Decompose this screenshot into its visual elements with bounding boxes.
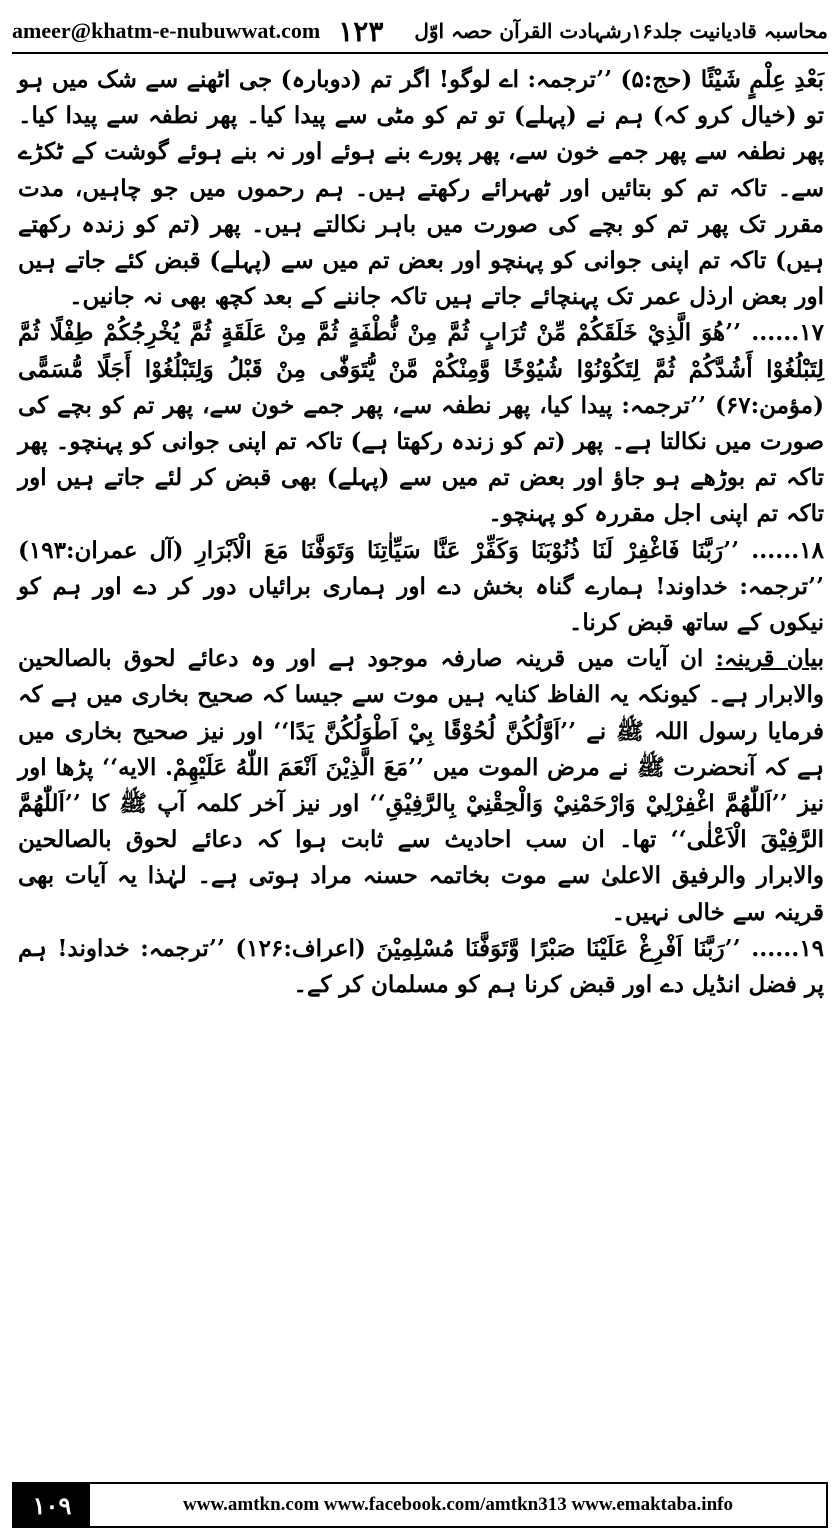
page-body bbox=[18, 62, 824, 1472]
verse-18-number: ۱۸...... bbox=[751, 536, 824, 564]
header-book-title: محاسبہ قادیانیت جلد۱۶رشہادت القرآن حصہ اوّل bbox=[414, 19, 828, 43]
verse-17 bbox=[18, 315, 824, 532]
paragraph-hajj bbox=[18, 62, 824, 315]
header-email: ameer@khatm-e-nubuwwat.com bbox=[12, 18, 321, 43]
footer-links: www.amtkn.com www.facebook.com/amtkn313 www.emaktaba.info bbox=[183, 1494, 733, 1515]
verse-18-text: ’’رَبَّنَا فَاغْفِرْ لَنَا ذُنُوْبَنَا وَكَفِّرْ عَنَّا سَيِّاٰتِنَا وَتَوَفَّنَا مَعَ الْاَبْرَارِ (آل عمران:۱۹۳) ’’ترجمہ: خداوند! ہمارے گناہ بخش دے اور ہماری برائیاں دور کر دے اور ہم کو نیکوں کے ساتھ قبض کرنا۔ bbox=[18, 536, 825, 637]
verse-18 bbox=[18, 533, 824, 642]
page-footer bbox=[12, 1482, 828, 1528]
verse-17-number: ۱۷...... bbox=[751, 319, 824, 347]
page-header bbox=[12, 14, 828, 48]
header-rule bbox=[12, 52, 828, 54]
verse-19 bbox=[18, 931, 824, 1003]
verse-17-text: ’’هُوَ الَّذِيْ خَلَقَكُمْ مِّنْ تُرَابٍ ثُمَّ مِنْ نُّطْفَةٍ ثُمَّ مِنْ عَلَقَةٍ ثُمَّ يُخْرِجُكُمْ طِفْلًا ثُمَّ لِتَبْلُغُوْا أَشُدَّكُمْ ثُمَّ لِتَكُوْنُوْا شُيُوْخًا وَّمِنْكُمْ مَّنْ يُّتَوَفّٰى مِنْ قَبْلُ وَلِتَبْلُغُوْا أَجَلًا مُّسَمًّى (مؤمن:۶۷) ’’ترجمہ: پیدا کیا، پھر نطفہ سے، پھر جمے خون سے، پھر تم کو بچے کی صورت میں نکالتا ہے۔ پھر (تم کو زندہ رکھتا ہے) تاکہ تم اپنی جوانی کو پہنچو۔ پھر تاکہ تم بوڑھے ہو جاؤ اور بعض تم میں سے (پہلے) بھی قبض کر لئے جاتے ہیں اور تاکہ تم اپنی اجل مقررہ کو پہنچو۔ bbox=[18, 319, 824, 528]
header-page-number: ۱۲۳ bbox=[338, 14, 384, 48]
paragraph-hajj-text: بَعْدِ عِلْمٍ شَيْئًا (حج:۵) ’’ترجمہ: اے لوگو! اگر تم (دوبارہ) جی اٹھنے سے شک میں ہو تو (خیال کرو کہ) ہم نے (پہلے) تو تم کو مٹی سے پیدا کیا۔ پھر نطفہ سے پیدا کیا۔ پھر نطفہ سے پھر جمے خون سے، پھر پورے بنے ہوئے اور نہ بنے ہوئے گوشت کے ٹکڑے سے۔ تاکہ تم کو بتائیں اور ٹھہرائے رکھتے ہیں۔ ہم رحموں میں جو چاہیں، مدت مقرر تک پھر تم کو بچے کی صورت میں باہر نکالتے ہیں۔ پھر (تم کو زندہ رکھتے ہیں) تاکہ تم اپنی جوانی کو پہنچو اور بعض تم میں سے (پہلے) قبض کئے جاتے ہیں اور بعض ارذل عمر تک پہنچائے جاتے ہیں تاکہ جاننے کے بعد کچھ بھی نہ جانیں۔ bbox=[18, 66, 824, 311]
bayan-label: بیان قرینہ: bbox=[715, 645, 824, 673]
footer-page-number: ۱۰۹ bbox=[14, 1484, 90, 1526]
header-left bbox=[12, 15, 383, 48]
bayan-qarina bbox=[18, 641, 824, 931]
verse-19-number: ۱۹...... bbox=[751, 934, 824, 962]
bayan-text: ان آیات میں قرینہ صارفہ موجود ہے اور وہ دعائے لحوق بالصالحین والابرار ہے۔ کیونکہ یہ الفاظ کنایہ ہیں موت سے جیسا کہ صحیح بخاری میں ہے کہ فرمایا رسول اللہ ﷺ نے ’’اَوَّلُكُنَّ لُحُوْقًا بِيْ اَطْوَلُكُنَّ يَدًا‘‘ اور نیز صحیح بخاری میں ہے کہ آنحضرت ﷺ نے مرض الموت میں ’’مَعَ الَّذِيْنَ اَنْعَمَ اللّٰهُ عَلَيْهِمْ. الايه‘‘ پڑھا اور نیز ’’اَللّٰهُمَّ اغْفِرْلِيْ وَارْحَمْنِيْ وَالْحِقْنِيْ بِالرَّفِيْقِ‘‘ اور نیز آخر کلمہ آپ ﷺ کا ’’اَللّٰهُمَّ الرَّفِيْقَ الْاَعْلٰى‘‘ تھا۔ ان سب احادیث سے ثابت ہوا کہ دعائے لحوق بالصالحین والابرار والرفیق الاعلیٰ سے موت بخاتمہ حسنہ مراد ہوتی ہے۔ لہٰذا یہ آیات بھی قرینہ سے خالی نہیں۔ bbox=[18, 645, 824, 926]
verse-19-text: ’’رَبَّنَا اَفْرِغْ عَلَيْنَا صَبْرًا وَّتَوَفَّنَا مُسْلِمِيْنَ (اعراف:۱۲۶) ’’ترجمہ: خداوند! ہم پر فضل انڈیل دے اور قبض کرنا ہم کو مسلمان کر کے۔ bbox=[18, 934, 824, 999]
